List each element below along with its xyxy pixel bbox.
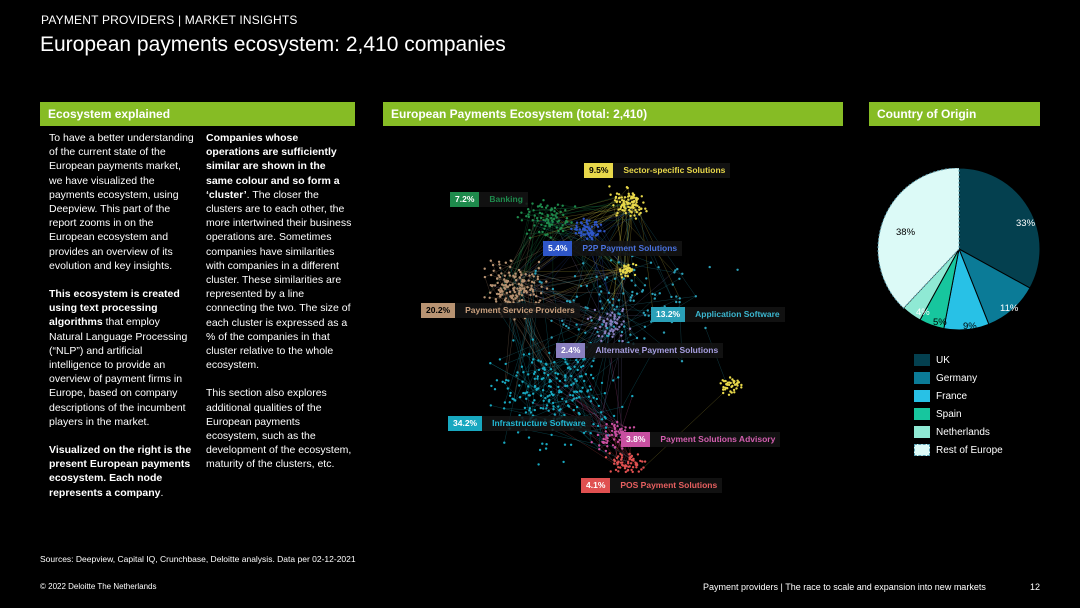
cluster-pct: 20.2% xyxy=(421,303,455,318)
legend-label: France xyxy=(936,391,968,402)
legend-swatch xyxy=(914,390,930,402)
legend-label: UK xyxy=(936,355,950,366)
intro-paragraph: To have a better understanding of the current state of the European payments market, we have visualized the payments ecosystem, using Deepview. This part of the report zooms in on the European ecosystem and provides an overview of its evolution and key insights. xyxy=(49,132,194,272)
copyright: © 2022 Deloitte The Netherlands xyxy=(40,582,157,591)
country-pie-chart xyxy=(869,168,1049,348)
cluster-name: P2P Payment Solutions xyxy=(582,243,678,253)
cluster-pct: 3.8% xyxy=(621,432,650,447)
page-title: European payments ecosystem: 2,410 companies xyxy=(40,33,506,56)
legend-swatch xyxy=(914,444,930,456)
cluster-pct: 5.4% xyxy=(543,241,572,256)
legend-swatch xyxy=(914,354,930,366)
legend-label: Germany xyxy=(936,373,978,384)
legend-label: Rest of Europe xyxy=(936,445,1003,456)
sources-note: Sources: Deepview, Capital IQ, Crunchbase, Deloitte analysis. Data per 02-12-2021 xyxy=(40,554,356,564)
cluster-label-p2p-payment-solutions xyxy=(543,241,682,256)
legend-swatch xyxy=(914,372,930,384)
cluster-label-sector-specific-solutions xyxy=(584,163,730,178)
legend-item-rest-of-europe xyxy=(914,444,1003,462)
country-legend xyxy=(914,354,1003,462)
cluster-label-payment-service-providers xyxy=(421,303,580,318)
explanation-column-2 xyxy=(206,131,352,486)
cluster-name: Sector-specific Solutions xyxy=(623,165,726,175)
cluster-pct: 13.2% xyxy=(651,307,685,322)
cluster-label-payment-solutions-advisory xyxy=(621,432,780,447)
cluster-pct: 2.4% xyxy=(556,343,585,358)
legend-item-netherlands xyxy=(914,426,1003,444)
cluster-name: Infrastructure Software xyxy=(492,418,586,428)
ecosystem-explained-heading: Ecosystem explained xyxy=(40,102,355,126)
cluster-pct: 9.5% xyxy=(584,163,613,178)
cluster-name: Application Software xyxy=(695,309,780,319)
pie-label-spain: 5% xyxy=(933,317,947,328)
pie-label-uk: 33% xyxy=(1016,218,1036,229)
cluster-name: Banking xyxy=(489,194,523,204)
legend-item-uk xyxy=(914,354,1003,372)
explanation-column-1 xyxy=(49,131,195,514)
legend-item-spain xyxy=(914,408,1003,426)
country-panel-heading: Country of Origin xyxy=(869,102,1040,126)
cluster-pct: 34.2% xyxy=(448,416,482,431)
nlp-paragraph: This ecosystem is created using text processing algorithms that employ Natural Language Processing (“NLP”) and artificial intelligence to provide an overview of payment firms in Europe, based on company descriptions of the incumbent players in the market. xyxy=(49,288,188,428)
cluster-pct: 7.2% xyxy=(450,192,479,207)
network-panel-heading: European Payments Ecosystem (total: 2,410) xyxy=(383,102,843,126)
cluster-pct: 4.1% xyxy=(581,478,610,493)
page-number: 12 xyxy=(1030,582,1041,592)
cluster-name: Payment Solutions Advisory xyxy=(660,434,776,444)
cluster-name: POS Payment Solutions xyxy=(620,480,718,490)
cluster-label-infrastructure-software xyxy=(448,416,591,431)
pie-label-netherlands: 4% xyxy=(916,307,930,318)
pie-label-rest-of-europe: 38% xyxy=(896,227,916,238)
cluster-name: Payment Service Providers xyxy=(465,305,575,315)
clusters-paragraph: Companies whose operations are sufficiently similar are shown in the same colour and so form a ‘cluster’. The closer the clusters are to each other, the more intertwined their business operations are. Sometimes companies have similarities with companies in a different cluster. These similarities are represented by a line connecting the two. The size of each cluster is expressed as a % of the companies in that cluster relative to the whole ecosystem. xyxy=(206,132,352,372)
legend-label: Netherlands xyxy=(936,427,990,438)
visualized-paragraph: Visualized on the right is the present European payments ecosystem. Each node represents a company. xyxy=(49,444,192,499)
cluster-label-application-software xyxy=(651,307,785,322)
cluster-label-banking xyxy=(450,192,528,207)
section-supertitle: PAYMENT PROVIDERS | MARKET INSIGHTS xyxy=(41,13,298,27)
legend-item-france xyxy=(914,390,1003,408)
pie-label-germany: 11% xyxy=(1000,303,1019,314)
legend-swatch xyxy=(914,408,930,420)
pie-label-france: 9% xyxy=(963,321,977,332)
cluster-label-pos-payment-solutions xyxy=(581,478,722,493)
legend-label: Spain xyxy=(936,409,962,420)
cluster-name: Alternative Payment Solutions xyxy=(595,345,719,355)
qualities-paragraph: This section also explores additional qualities of the European payments ecosystem, such as the development of the ecosystem, maturity of the clusters, etc. xyxy=(206,387,352,471)
legend-item-germany xyxy=(914,372,1003,390)
legend-swatch xyxy=(914,426,930,438)
report-title-footer: Payment providers | The race to scale and expansion into new markets xyxy=(703,582,986,592)
cluster-label-alternative-payment-solutions xyxy=(556,343,723,358)
